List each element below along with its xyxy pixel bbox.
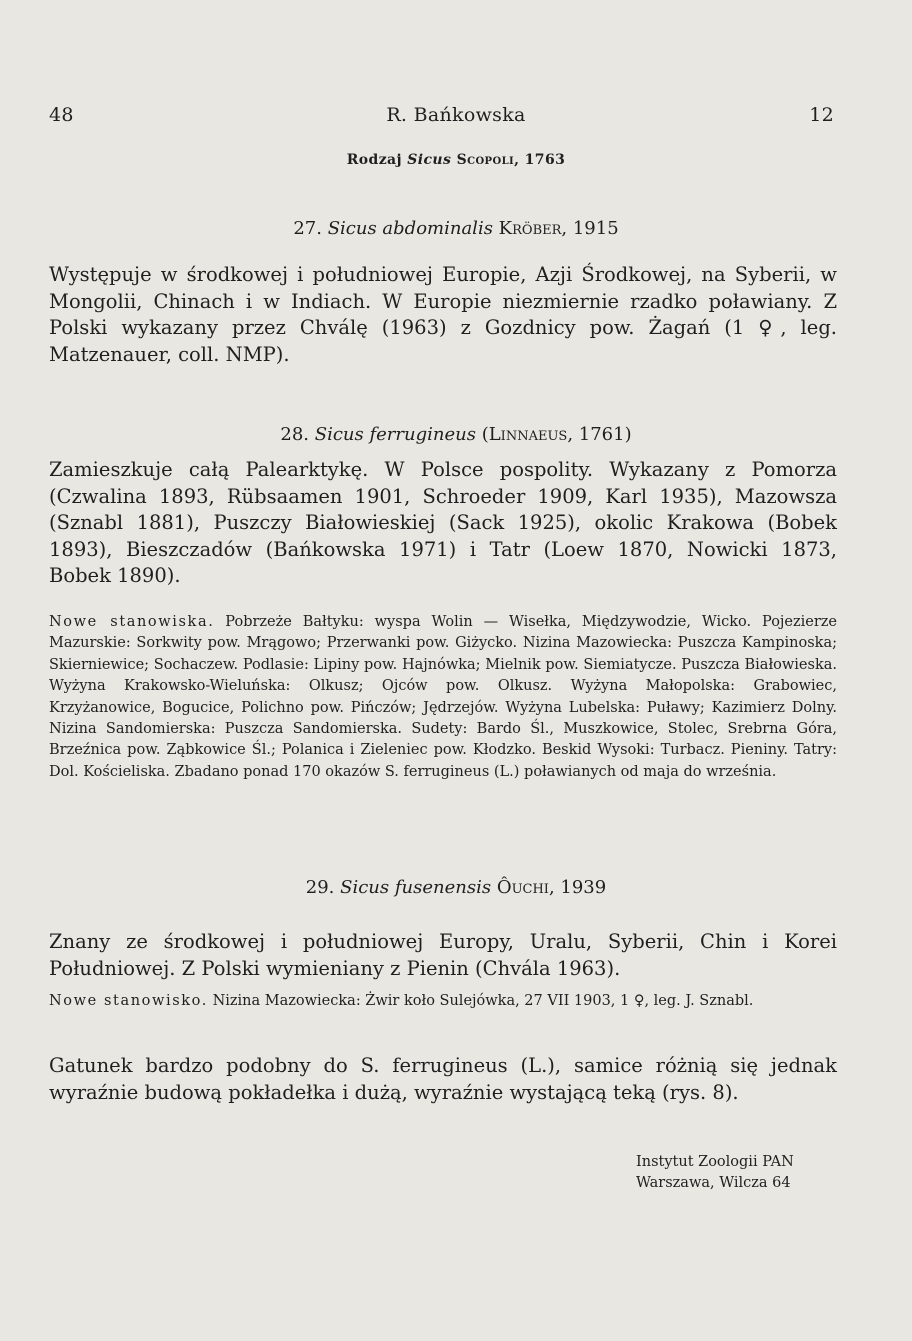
new-sites-29 [49, 991, 837, 1012]
genus-heading [0, 152, 912, 168]
species-author: (Linnaeus [481, 424, 568, 445]
new-sites-text: Pobrzeże Bałtyku: wyspa Wolin — Wisełka, Międzywodzie, Wicko. Pojezierze Mazurskie: Sorkwity pow. Mrągowo; Przerwanki pow. Giżycko. Nizina Mazowiecka: Puszcza Kampinoska; Skierniewice; Sochaczew. Podlasie: Lipiny pow. Hajnówka; Mielnik pow. Siemiatycze. Puszcza Białowieska. Wyżyna Krakowsko-Wieluńska: Olkusz; Ojców pow. Olkusz. Wyżyna Małopolska: Grabowiec, Krzyżanowice, Bogucice, Polichno pow. Pińczów; Jędrzejów. Wyżyna Lubelska: Puławy; Kazimierz Dolny. Nizina Sandomierska: Puszcza Sandomierska. Sudety: Bardo Śl., Muszkowice, Stolec, Srebrna Góra, Brzeźnica pow. Ząbkowice Śl.; Polanica i Zieleniec pow. Kłodzko. Beskid Wysoki: Turbacz. Pieniny. Tatry: Dol. Kościeliska. Zbadano ponad 170 okazów S. ferrugineus (L.) poławianych od maja do września. [49, 614, 838, 780]
address-line-2: Warszawa, Wilcza 64 [636, 1175, 791, 1191]
species-heading-27 [0, 218, 912, 239]
species-number: 29. [305, 877, 335, 898]
genus-name: Sicus [407, 152, 452, 168]
species-text-29: Znany ze środkowej i południowej Europy, Uralu, Syberii, Chin i Korei Południowej. Z Polski wymieniany z Pienin (Chvála 1963). [49, 930, 837, 980]
species-year: , 1915 [561, 218, 619, 239]
species-year: , 1939 [548, 877, 607, 898]
species-author: Ôuchi [496, 877, 549, 898]
species-text-28: Zamieszkuje całą Palearktykę. W Polsce pospolity. Wykazany z Pomorza (Czwalina 1893, Rübsaamen 1901, Schroeder 1909, Karl 1935), Mazowsza (Sznabl 1881), Puszczy Białowieskiej (Sack 1925), okolic Krakowa (Bobek 1893), Bieszczadów (Bańkowska 1971) i Tatr (Loew 1870, Nowicki 1873, Bobek 1890). [49, 458, 837, 588]
species-number: 28. [280, 424, 310, 445]
species-heading-29 [0, 877, 912, 898]
running-title: R. Bańkowska [386, 104, 526, 126]
page-number-left: 48 [49, 104, 74, 126]
genus-author: Scopoli [456, 152, 515, 168]
species-author: Kröber [498, 218, 562, 239]
page-number-right: 12 [809, 104, 834, 126]
species-number: 27. [293, 218, 322, 239]
species-year: , 1761) [567, 424, 632, 445]
address-line-1: Instytut Zoologii PAN [636, 1154, 794, 1170]
species-heading-28 [0, 424, 912, 445]
species-name: Sicus fusenensis [340, 877, 492, 898]
new-sites-28 [49, 612, 837, 783]
new-sites-label: Nowe stanowisko. [49, 993, 208, 1009]
genus-year: , 1763 [514, 152, 566, 168]
new-sites-text: Nizina Mazowiecka: Żwir koło Sulejówka, 27 VII 1903, 1 ♀, leg. J. Sznabl. [212, 993, 754, 1009]
species-note-29: Gatunek bardzo podobny do S. ferrugineus (L.), samice różnią się jednak wyraźnie budową pokładełka i dużą, wyraźnie wystającą teką (rys. 8). [49, 1054, 837, 1104]
species-name: Sicus abdominalis [327, 218, 493, 239]
new-sites-label: Nowe stanowiska. [49, 614, 215, 630]
species-name: Sicus ferrugineus [314, 424, 476, 445]
genus-prefix: Rodzaj [346, 152, 402, 168]
species-text-27: Występuje w środkowej i południowej Europie, Azji Środkowej, na Syberii, w Mongolii, Chinach i w Indiach. W Europie niezmiernie rzadko poławiany. Z Polski wykazany przez Chválę (1963) z Gozdnicy pow. Żagań (1 ♀, leg. Matzenauer, coll. NMP). [49, 263, 837, 366]
